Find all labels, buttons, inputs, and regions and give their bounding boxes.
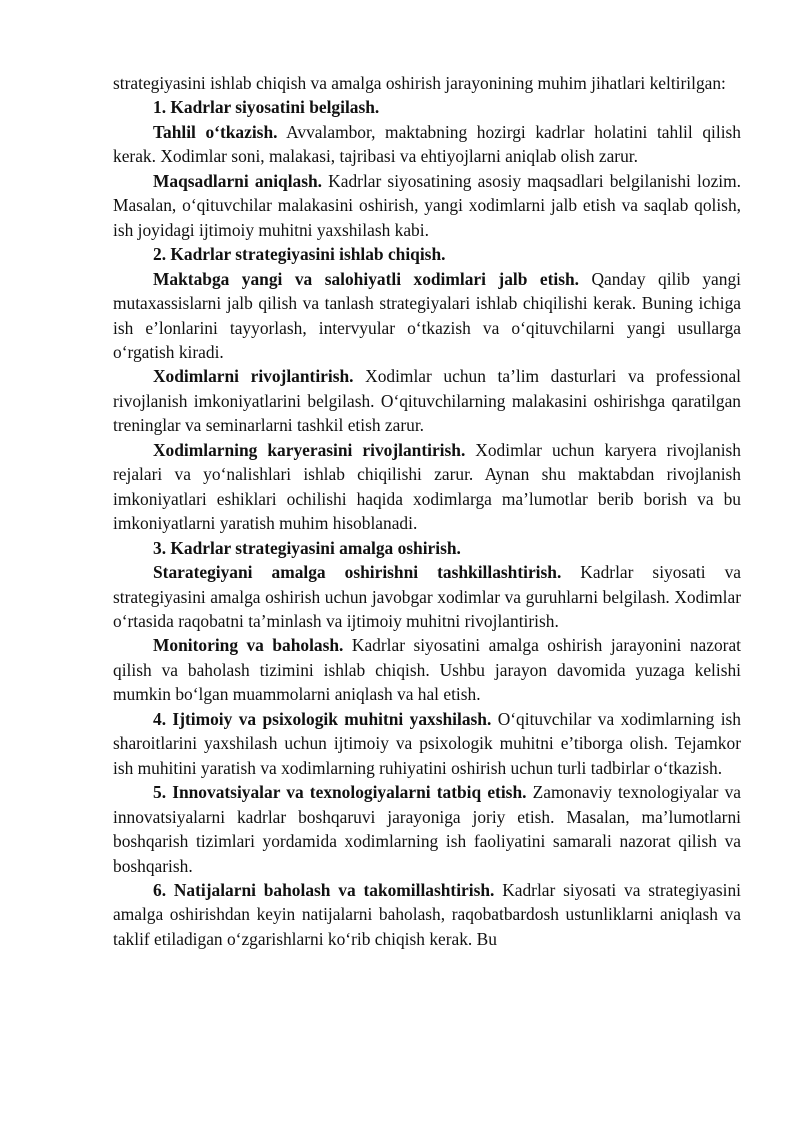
paragraph-lead: Monitoring va baholash. [153,635,344,656]
paragraph-rivojlantirish [113,364,741,437]
paragraph-lead: Maqsadlarni aniqlash. [153,170,323,191]
paragraph-text: Kadrlar siyosati va strategiyasini amalga oshirish uchun javobgar xodimlar va guruhlarni belgilash. Xodimlar o‘rtasida raqobatni ta’minlash va ijtimoiy muhitni rivojlantirish. [113,562,741,631]
paragraph-ijtimoiy-muhit [113,707,741,780]
section-heading-text: 3. Kadrlar strategiyasini amalga oshirish. [153,537,461,558]
section-heading-2 [113,242,741,266]
paragraph-text: Kadrlar siyosati va strategiyasini amalga oshirishdan keyin natijalarni baholash, raqobatbardosh ustunliklarni aniqlash va taklif etiladigan o‘zgarishlarni ko‘rib chiqish kerak. Bu [113,879,741,949]
paragraph-text: Kadrlar siyosatini amalga oshirish jarayonini nazorat qilish va baholash tizimini ishlab chiqish. Ushbu jarayon davomida yuzaga kelishi mumkin bo‘lgan muammolarni aniqlash va hal etish. [113,635,741,705]
paragraph-monitoring [113,633,741,706]
paragraph-lead: 6. Natijalarni baholash va takomillashtirish. [153,879,495,900]
paragraph-text: Zamonaviy texnologiyalar va innovatsiyalarni kadrlar boshqaruvi jarayoniga joriy etish. Masalan, ma’lumotlarni boshqarish tizimlari yordamida xodimlarning ish faoliyatini samarali nazorat qilish va boshqarish. [113,782,741,876]
paragraph-lead: Tahlil o‘tkazish. [153,121,278,142]
paragraph-jalb-etish [113,267,741,365]
paragraph-text: Avvalambor, maktabning hozirgi kadrlar holatini tahlil qilish kerak. Xodimlar soni, malakasi, tajribasi va ehtiyojlarni aniqlab olish zarur. [113,121,741,167]
document-page [113,71,741,951]
paragraph-tashkillashtirish [113,560,741,633]
paragraph-lead: Starategiyani amalga oshirishni tashkillashtirish. [153,562,562,583]
paragraph-lead: 5. Innovatsiyalar va texnologiyalarni tatbiq etish. [153,782,527,803]
paragraph-lead: Xodimlarni rivojlantirish. [153,366,354,387]
paragraph-text: Kadrlar siyosatining asosiy maqsadlari belgilanishi lozim. Masalan, o‘qituvchilar malakasini oshirish, yangi xodimlarni jalb etish va saqlab qolish, ish joyidagi ijtimoiy muhitni yaxshilash kabi. [113,170,741,240]
paragraph-lead: Maktabga yangi va salohiyatli xodimlari jalb etish. [153,268,579,289]
section-heading-3 [113,536,741,560]
section-heading-text: 2. Kadrlar strategiyasini ishlab chiqish. [153,244,446,265]
paragraph-text: strategiyasini ishlab chiqish va amalga oshirish jarayonining muhim jihatlari keltirilgan: [113,73,726,93]
paragraph-text: O‘qituvchilar va xodimlarning ish sharoitlarini yaxshilash uchun ijtimoiy va psixologik muhitni e’tiborga olish. Tejamkor ish muhitini yaratish va xodimlarning ruhiyatini oshirish uchun turli tadbirlar o‘tkazish. [113,708,741,778]
section-heading-text: 1. Kadrlar siyosatini belgilash. [153,97,380,118]
paragraph-innovatsiyalar [113,780,741,878]
section-heading-1 [113,95,741,119]
paragraph-text: Xodimlar uchun ta’lim dasturlari va professional rivojlanish imkoniyatlarini belgilash. O‘qituvchilarning malakasini oshirishga qaratilgan treninglar va seminarlarni tashkil etish zarur. [113,366,742,436]
paragraph-lead: 4. Ijtimoiy va psixologik muhitni yaxshilash. [153,708,492,729]
paragraph-tahlil [113,120,741,169]
paragraph-lead: Xodimlarning karyerasini rivojlantirish. [153,439,466,460]
paragraph-text: Xodimlar uchun karyera rivojlanish rejalari va yo‘nalishlari ishlab chiqilishi zarur. Aynan shu maktabdan rivojlanish imkoniyatlari eshiklari ochilishi haqida xodimlarga ma’lumotlar berib borish va bu imkoniyatlarni yaratish muhim hisoblanadi. [113,439,741,534]
paragraph-maqsadlar [113,169,741,242]
paragraph-karyera [113,438,741,536]
paragraph-text: Qanday qilib yangi mutaxassislarni jalb qilish va tanlash strategiyalari ishlab chiqilishi kerak. Buning ichiga ish e’lonlarini tayyorlash, intervyular o‘tkazish va o‘qituvchilarni yangi usullarga o‘rgatish kiradi. [113,268,741,362]
paragraph-intro-continuation [113,71,741,95]
paragraph-natijalar [113,878,741,951]
